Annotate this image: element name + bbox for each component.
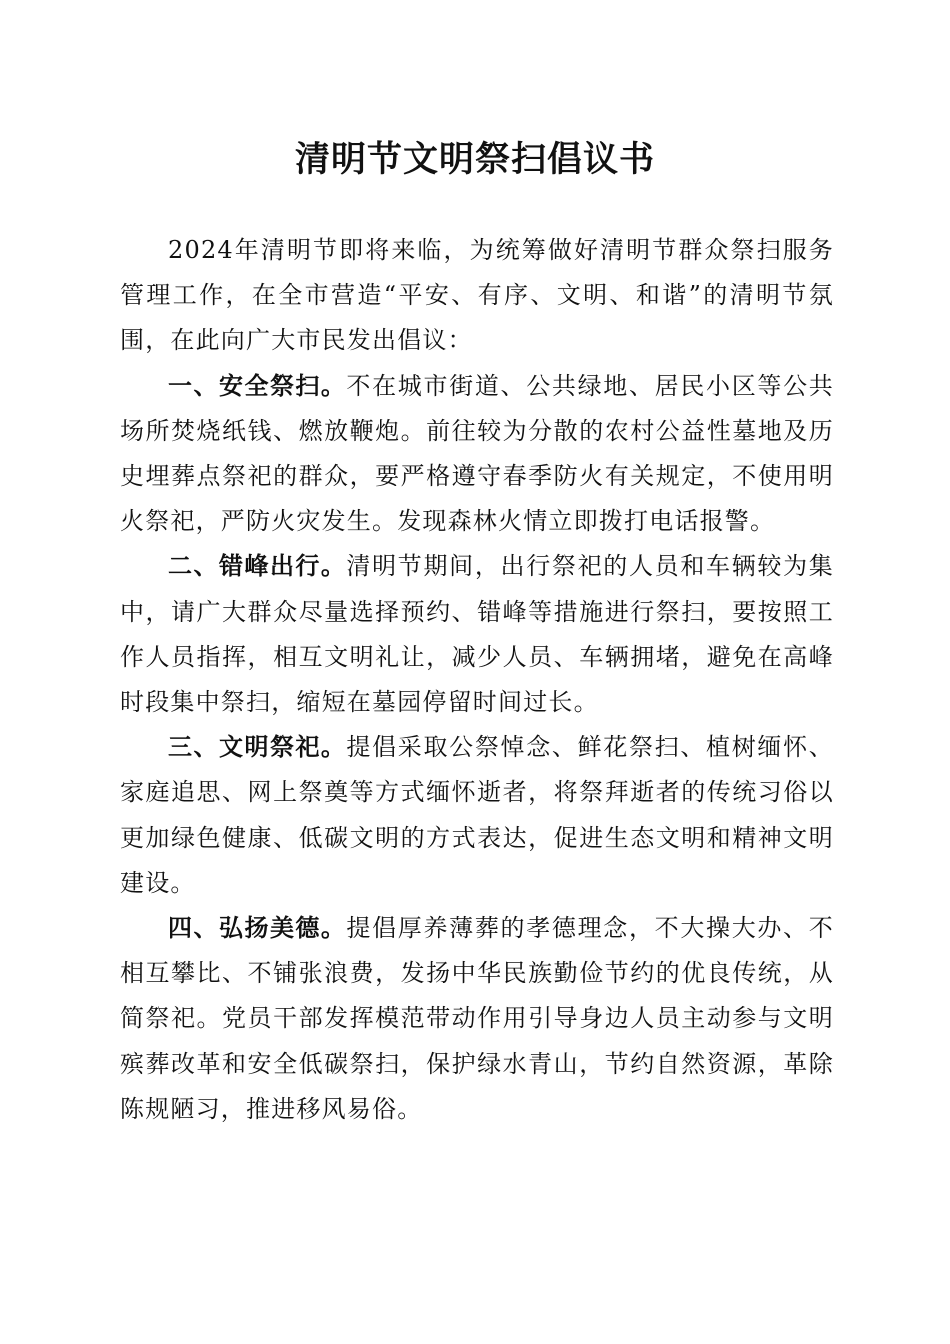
section-paragraph-safety [120, 364, 834, 545]
section-text: 提倡厚养薄葬的孝德理念，不大操大办、不相互攀比、不铺张浪费，发扬中华民族勤俭节约的优良传统，从简祭祀。党员干部发挥模范带动作用引导身边人员主动参与文明殡葬改革和安全低碳祭扫，保护绿水青山，节约自然资源，革除陈规陋习，推进移风易俗。 [120, 914, 834, 1123]
section-heading: 二、错峰出行。 [168, 552, 347, 581]
page-title: 清明节文明祭扫倡议书 [294, 139, 655, 180]
section-text: 提倡采取公祭悼念、鲜花祭扫、植树缅怀、家庭追思、网上祭奠等方式缅怀逝者，将祭拜逝者的传统习俗以更加绿色健康、低碳文明的方式表达，促进生态文明和精神文明建设。 [120, 733, 834, 897]
section-text: 清明节期间，出行祭祀的人员和车辆较为集中，请广大群众尽量选择预约、错峰等措施进行祭扫，要按照工作人员指挥，相互文明礼让，减少人员、车辆拥堵，避免在高峰时段集中祭扫，缩短在墓园停留时间过长。 [120, 552, 834, 717]
document-body [120, 228, 834, 1132]
section-paragraph-virtues [120, 906, 834, 1132]
intro-paragraph: 2024年清明节即将来临，为统筹做好清明节群众祭扫服务管理工作，在全市营造“平安、有序、文明、和谐”的清明节氛围，在此向广大市民发出倡议： [120, 236, 834, 355]
section-heading: 一、安全祭扫。 [168, 371, 347, 400]
section-text: 不在城市街道、公共绿地、居民小区等公共场所焚烧纸钱、燃放鞭炮。前往较为分散的农村公益性墓地及历史埋葬点祭祀的群众，要严格遵守春季防火有关规定，不使用明火祭祀，严防火灾发生。发现森林火情立即拨打电话报警。 [120, 371, 834, 536]
section-heading: 四、弘扬美德。 [168, 914, 347, 943]
section-paragraph-civilized-worship [120, 725, 834, 906]
section-paragraph-staggered-travel [120, 544, 834, 725]
section-heading: 三、文明祭祀。 [168, 733, 347, 762]
